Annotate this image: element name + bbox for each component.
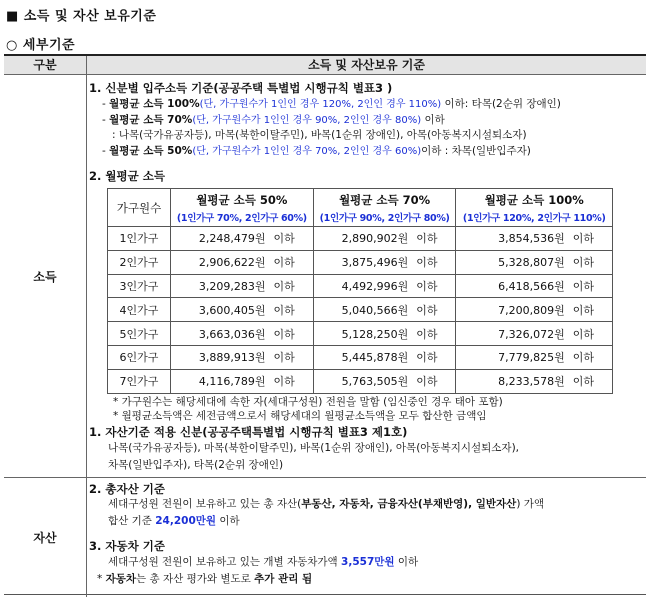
income-amount-cell — [456, 227, 613, 251]
col-household-size: 가구원수 — [108, 189, 171, 227]
amount-unit: 이하 — [273, 327, 295, 341]
monthly-income-table — [107, 188, 613, 394]
asset-section3-line1 — [108, 555, 418, 570]
text: 합산 기준 — [108, 515, 156, 527]
amount-unit: 이하 — [416, 375, 438, 389]
income-amount-cell — [313, 227, 456, 251]
amount-value: 2,890,902원 — [341, 232, 409, 246]
amount-value: 3,875,496원 — [341, 256, 409, 270]
income-line-70 — [102, 113, 445, 128]
text-bold: 자동차 — [105, 573, 137, 585]
income-amount-cell — [456, 345, 613, 369]
income-amount-cell — [456, 322, 613, 346]
amount-value: 8,233,578원 — [498, 375, 565, 389]
row-divider — [87, 477, 646, 478]
income-amount-cell — [171, 298, 314, 322]
page-title: ■ 소득 및 자산 보유기준 — [6, 9, 157, 24]
income-amount-cell — [171, 322, 314, 346]
tail-100: 이하: 타목(2순위 장애인) — [441, 98, 561, 110]
amount-unit: 이하 — [416, 327, 438, 341]
household-size-cell: 2인가구 — [108, 250, 171, 274]
income-amount-cell — [313, 345, 456, 369]
amount-unit: 이하 — [273, 279, 295, 293]
income-amount-cell — [171, 369, 314, 393]
amount-value: 4,116,789원 — [198, 375, 266, 389]
amount-unit: 이하 — [273, 256, 295, 270]
asset-section2-line1 — [108, 497, 544, 512]
household-size-cell: 3인가구 — [108, 274, 171, 298]
amount-value: 4,492,996원 — [341, 279, 409, 293]
text: ) 가액 — [516, 498, 545, 510]
category-income: 소득 — [4, 75, 87, 478]
paren-70: (단, 가구원수가 1인인 경우 90%, 2인인 경우 80%) — [192, 115, 422, 126]
tail-50: 이하 : 차목(일반입주자) — [421, 145, 531, 157]
amount-unit: 이하 — [572, 232, 594, 246]
table-row — [108, 322, 613, 346]
text: 이하 — [394, 556, 419, 568]
category-asset: 자산 — [4, 478, 87, 597]
income-amount-cell — [313, 298, 456, 322]
income-amount-cell — [171, 345, 314, 369]
amount-unit: 이하 — [416, 232, 438, 246]
col-sub: (1인가구 70%, 2인가구 60%) — [176, 212, 307, 224]
income-amount-cell — [456, 250, 613, 274]
paren-50: (단, 가구원수가 1인인 경우 70%, 2인인 경우 60%) — [192, 146, 422, 157]
amount-value: 2,906,622원 — [198, 256, 266, 270]
amount-value: 7,326,072원 — [498, 327, 565, 341]
asset-section2-title: 2. 총자산 기준 — [89, 482, 165, 496]
income-line-100 — [102, 97, 561, 112]
header-gubun: 구분 — [4, 56, 87, 75]
income-amount-cell — [456, 274, 613, 298]
amount-value: 3,209,283원 — [198, 279, 266, 293]
tail-70: 이하 — [421, 114, 445, 126]
income-note-household: * 가구원수는 해당세대에 속한 자(세대구성원) 전원을 말함 (임신중인 경우 태아 포함) — [113, 396, 503, 408]
income-line-70-detail: : 나목(국가유공자등), 마목(북한이탈주민), 바목(1순위 장애인), 아목(아동복지시설퇴소자) — [112, 129, 527, 141]
asset-section3-note — [97, 572, 312, 587]
text: 이하 — [216, 515, 240, 527]
col-income-70 — [313, 189, 456, 227]
col-sub: (1인가구 90%, 2인가구 80%) — [319, 212, 450, 224]
label-70: 월평균 소득 70% — [109, 114, 193, 126]
col-income-100 — [456, 189, 613, 227]
income-amount-cell — [313, 250, 456, 274]
income-amount-cell — [313, 369, 456, 393]
amount-value: 7,200,809원 — [498, 303, 565, 317]
bullet: - — [102, 98, 110, 110]
income-note-monthly: * 월평균소득액은 세전금액으로서 해당세대의 월평균소득액을 모두 합산한 금액임 — [113, 410, 487, 422]
amount-unit: 이하 — [273, 351, 295, 365]
household-size-cell: 4인가구 — [108, 298, 171, 322]
amount-unit: 이하 — [572, 327, 594, 341]
income-amount-cell — [313, 274, 456, 298]
household-size-cell: 6인가구 — [108, 345, 171, 369]
asset-types: 부동산, 자동차, 금융자산(부채반영), 일반자산 — [301, 498, 517, 510]
amount-unit: 이하 — [572, 303, 594, 317]
text: 는 총 자산 평가와 별도로 — [136, 573, 255, 585]
col-label: 월평균 소득 70% — [339, 192, 431, 207]
amount-unit: 이하 — [273, 232, 295, 246]
section-subtitle: ○ 세부기준 — [6, 38, 76, 53]
col-sub: (1인가구 120%, 2인가구 110%) — [462, 212, 606, 224]
col-label: 월평균 소득 50% — [196, 192, 288, 207]
table-row — [108, 227, 613, 251]
amount-unit: 이하 — [273, 303, 295, 317]
amount-unit: 이하 — [572, 351, 594, 365]
text: * — [97, 573, 106, 585]
income-section2-title: 2. 월평균 소득 — [89, 169, 165, 183]
asset-section1-line2: 차목(일반입주자), 타목(2순위 장애인) — [108, 459, 284, 471]
amount-value: 5,128,250원 — [341, 327, 409, 341]
text-bold: 추가 관리 됨 — [254, 573, 313, 585]
table-header-row — [4, 56, 646, 75]
income-amount-cell — [456, 298, 613, 322]
total-asset-limit: 24,200만원 — [155, 515, 217, 527]
amount-value: 5,763,505원 — [341, 375, 409, 389]
household-size-cell: 1인가구 — [108, 227, 171, 251]
amount-value: 3,600,405원 — [198, 303, 266, 317]
amount-unit: 이하 — [416, 303, 438, 317]
bullet: - — [102, 145, 110, 157]
table-row — [108, 250, 613, 274]
income-amount-cell — [171, 274, 314, 298]
car-value-limit: 3,557만원 — [341, 556, 395, 568]
amount-unit: 이하 — [416, 279, 438, 293]
asset-section2-line2 — [108, 514, 240, 529]
paren-100: (단, 가구원수가 1인인 경우 120%, 2인인 경우 110%) — [199, 99, 442, 110]
table-row — [108, 369, 613, 393]
table-row — [108, 274, 613, 298]
amount-value: 7,779,825원 — [498, 351, 565, 365]
amount-unit: 이하 — [572, 279, 594, 293]
table-row — [108, 298, 613, 322]
amount-value: 3,663,036원 — [198, 327, 266, 341]
income-amount-cell — [313, 322, 456, 346]
amount-value: 3,854,536원 — [498, 232, 565, 246]
asset-section3-title: 3. 자동차 기준 — [89, 539, 165, 553]
amount-value: 6,418,566원 — [498, 279, 565, 293]
bullet: - — [102, 114, 110, 126]
household-size-cell: 5인가구 — [108, 322, 171, 346]
amount-value: 5,328,807원 — [498, 256, 565, 270]
amount-value: 5,445,878원 — [341, 351, 409, 365]
amount-value: 5,040,566원 — [341, 303, 409, 317]
income-section1-title: 1. 신분별 입주소득 기준(공공주택 특별법 시행규칙 별표3 ) — [89, 81, 393, 95]
text: 세대구성원 전원이 보유하고 있는 총 자산( — [108, 498, 302, 510]
income-amount-cell — [171, 250, 314, 274]
amount-unit: 이하 — [416, 351, 438, 365]
label-100: 월평균 소득 100% — [109, 98, 200, 110]
col-label: 월평균 소득 100% — [484, 192, 584, 207]
label-50: 월평균 소득 50% — [109, 145, 193, 157]
amount-unit: 이하 — [572, 375, 594, 389]
text: 세대구성원 전원이 보유하고 있는 개별 자동차가액 — [108, 556, 342, 568]
amount-value: 3,889,913원 — [198, 351, 266, 365]
header-criteria: 소득 및 자산보유 기준 — [308, 58, 425, 72]
amount-unit: 이하 — [273, 375, 295, 389]
amount-value: 2,248,479원 — [198, 232, 266, 246]
income-amount-cell — [171, 227, 314, 251]
income-table-header — [108, 189, 613, 227]
amount-unit: 이하 — [572, 256, 594, 270]
household-size-cell: 7인가구 — [108, 369, 171, 393]
asset-section1-line1: 나목(국가유공자등), 마목(북한이탈주민), 바목(1순위 장애인), 아목(아동복지시설퇴소자), — [108, 442, 520, 454]
col-income-50 — [171, 189, 314, 227]
amount-unit: 이하 — [416, 256, 438, 270]
asset-section1-title: 1. 자산기준 적용 신분(공공주택특별법 시행규칙 별표3 제1호) — [89, 425, 408, 439]
income-amount-cell — [456, 369, 613, 393]
table-row — [108, 345, 613, 369]
income-line-50 — [102, 144, 531, 159]
